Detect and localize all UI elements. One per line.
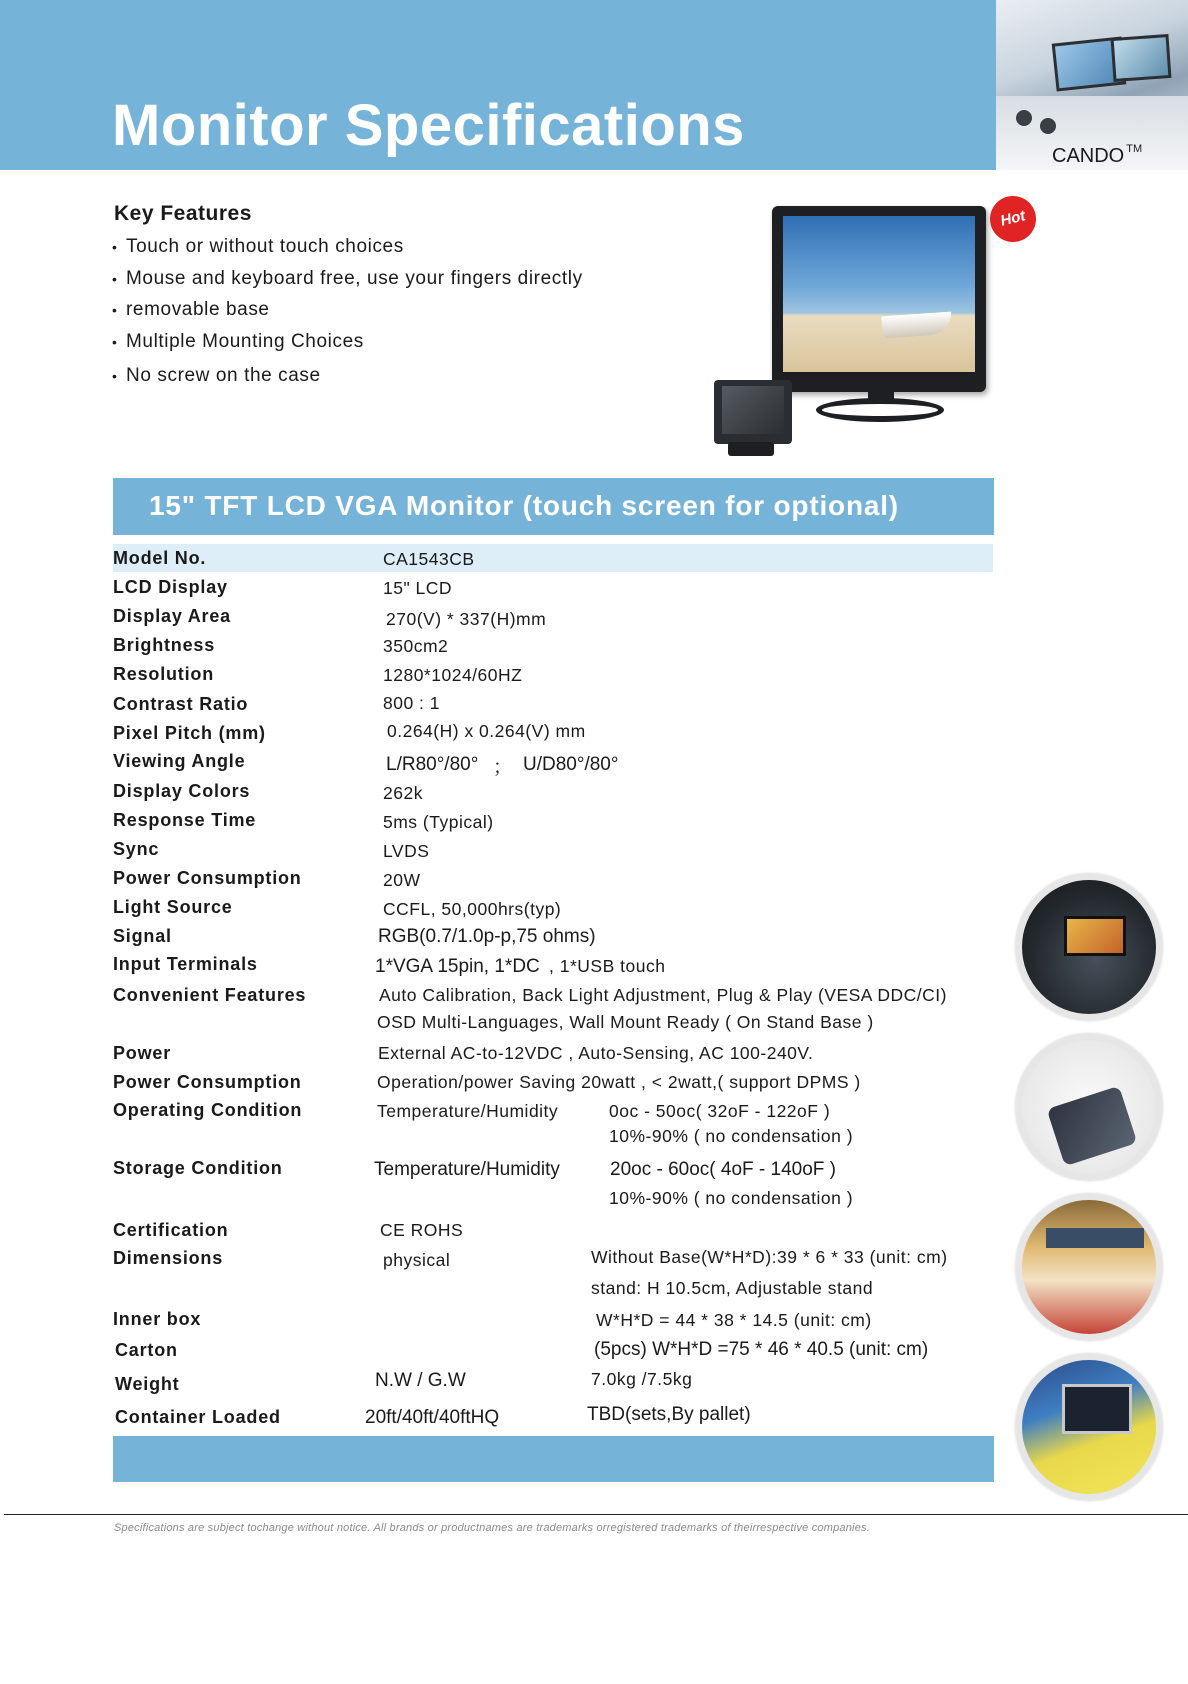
spec-row-certification: Certification CE ROHS (113, 1216, 993, 1243)
marine-application-photo (1016, 874, 1162, 1020)
monitor-back-stand (728, 442, 774, 456)
brand-logo (1052, 143, 1142, 168)
hot-badge: Hot (985, 191, 1041, 247)
monitor-stand-base (816, 398, 944, 422)
monitor-back-view (714, 380, 792, 444)
industrial-application-photo (1016, 1354, 1162, 1500)
feature-item: • Touch or without touch choices (112, 234, 583, 266)
spec-row-dimensions: Dimensions physical Without Base(W*H*D):39 * 6 * 33 (unit: cm) stand: H 10.5cm, Adjustable stand (113, 1245, 993, 1301)
footer-divider (4, 1514, 1188, 1515)
spec-bottom-bar (113, 1436, 994, 1482)
spec-row-signal: Signal RGB(0.7/1.0p-p,75 ohms) (113, 923, 993, 950)
bullet-icon: • (112, 368, 118, 384)
spec-row-lcd-display: LCD Display 15" LCD (113, 574, 993, 601)
spec-row-display-colors: Display Colors 262k (113, 778, 993, 805)
spec-row-light-source: Light Source CCFL, 50,000hrs(typ) (113, 894, 993, 921)
spec-heading: 15" TFT LCD VGA Monitor (touch screen for optional) (149, 490, 899, 521)
retail-application-photo (1016, 1194, 1162, 1340)
footer-disclaimer: Specifications are subject tochange without notice. All brands or productnames are trademarks orregistered trademarks of theirrespective companies. (114, 1522, 870, 1534)
devices-application-photo (1016, 1034, 1162, 1180)
spec-row-brightness: Brightness 350cm2 (113, 632, 993, 659)
spec-row-response-time: Response Time 5ms (Typical) (113, 807, 993, 834)
monitor-screen-beach (783, 216, 975, 372)
page-title: Monitor Specifications (112, 93, 745, 158)
spec-row-input-terminals: Input Terminals 1*VGA 15pin, 1*DC , 1*USB touch (113, 952, 993, 979)
spec-row-inner-box: Inner box W*H*D = 44 * 38 * 14.5 (unit: cm) (113, 1304, 993, 1334)
feature-item: • No screw on the case (112, 363, 583, 395)
spec-row-sync: Sync LVDS (113, 836, 993, 863)
spec-row-carton: Carton (5pcs) W*H*D =75 * 46 * 40.5 (unit: cm) (113, 1336, 993, 1365)
spec-row-power-consumption: Power Consumption 20W (113, 865, 993, 892)
photo-screen (1064, 916, 1126, 956)
bullet-icon: • (112, 239, 118, 255)
spec-row-model: Model No. CA1543CB (113, 544, 993, 572)
brand-name: CANDO (1052, 145, 1125, 167)
key-features-list (112, 234, 583, 395)
dashboard-screen-right (1111, 34, 1172, 82)
bullet-icon: • (112, 302, 118, 318)
key-features-title: Key Features (114, 202, 252, 225)
dashboard-knob (1016, 110, 1032, 126)
spec-row-contrast-ratio: Contrast Ratio 800 : 1 (113, 690, 993, 717)
photo-screen (1062, 1384, 1132, 1434)
spec-row-display-area: Display Area 270(V) * 337(H)mm (113, 603, 993, 630)
spec-heading-bar (113, 478, 994, 535)
bullet-icon: • (112, 333, 118, 350)
spec-row-convenient-features: Convenient Features Auto Calibration, Back Light Adjustment, Plug & Play (VESA DDC/CI) OSD Multi-Languages, Wall Mount Ready ( On Stand Base ) (113, 983, 993, 1036)
spec-row-power: Power External AC-to-12VDC , Auto-Sensing, AC 100-240V. (113, 1040, 993, 1067)
spec-row-storage-condition: Storage Condition Temperature/Humidity 20oc - 60oc( 4oF - 140oF ) 10%-90% ( no condensation ) (113, 1156, 993, 1214)
spec-row-operating-condition: Operating Condition Temperature/Humidity 0oc - 50oc( 32oF - 122oF ) 10%-90% ( no condensation ) (113, 1098, 993, 1154)
spec-row-pixel-pitch: Pixel Pitch (mm) 0.264(H) x 0.264(V) mm (113, 719, 993, 746)
spec-row-container-loaded: Container Loaded 20ft/40ft/40ftHQ TBD(sets,By pallet) (113, 1400, 993, 1432)
dashboard-knob (1040, 118, 1056, 134)
trademark-mark: TM (1126, 143, 1143, 155)
bullet-icon: • (112, 270, 118, 287)
photo-screen (1047, 1086, 1138, 1167)
spec-row-viewing-angle: Viewing Angle L/R80°/80° ； U/D80°/80° (113, 748, 993, 776)
feature-item: • removable base (112, 297, 583, 329)
spec-row-power-consumption-2: Power Consumption Operation/power Saving 20watt , < 2watt,( support DPMS ) (113, 1069, 993, 1096)
photo-screen (1046, 1228, 1144, 1248)
feature-item: • Multiple Mounting Choices (112, 329, 583, 361)
feature-item: • Mouse and keyboard free, use your fingers directly (112, 266, 583, 298)
spec-row-resolution: Resolution 1280*1024/60HZ (113, 661, 993, 688)
spec-row-weight: Weight N.W / G.W 7.0kg /7.5kg (113, 1367, 993, 1398)
monitor-illustration (772, 206, 986, 392)
